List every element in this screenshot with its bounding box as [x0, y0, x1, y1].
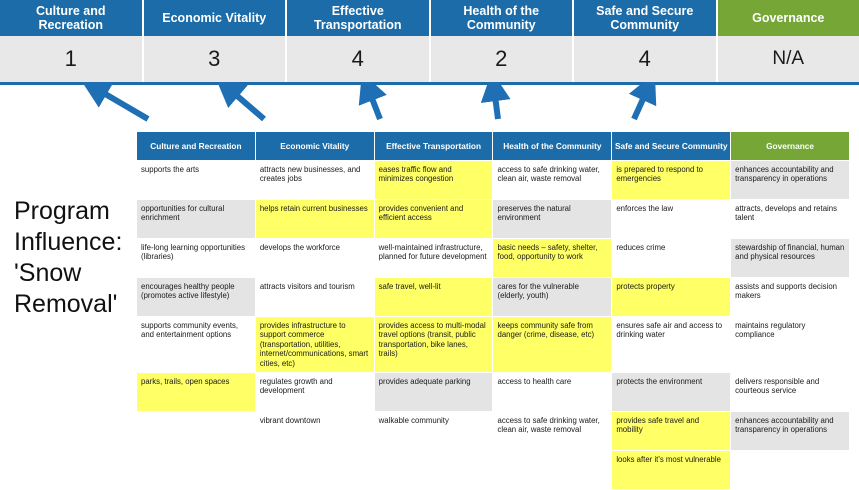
- matrix-cell: parks, trails, open spaces: [137, 373, 256, 412]
- matrix-cell: delivers responsible and courteous service: [731, 373, 850, 412]
- matrix-cell: enhances accountability and transparency in operations: [731, 412, 850, 451]
- matrix-cell: [137, 451, 256, 490]
- matrix-cell: well-maintained infrastructure, planned for future development: [374, 239, 493, 278]
- table-row: [137, 317, 850, 373]
- matrix-cell: attracts, develops and retains talent: [731, 200, 850, 239]
- arrow-icon-culture-and-recreation: [95, 88, 148, 119]
- table-row: [137, 239, 850, 278]
- matrix-header-effective-transportation: Effective Transportation: [374, 132, 493, 161]
- goal-header-economic-vitality: Economic Vitality: [144, 0, 288, 36]
- matrix-cell: encourages healthy people (promotes active lifestyle): [137, 278, 256, 317]
- matrix-cell: access to health care: [493, 373, 612, 412]
- table-row: [137, 200, 850, 239]
- score-governance: N/A: [718, 36, 859, 82]
- matrix-cell: reduces crime: [612, 239, 731, 278]
- caption-line-2: Influence:: [14, 227, 134, 258]
- goal-header-governance: Governance: [718, 0, 859, 36]
- goal-header-culture-and-recreation: Culture and Recreation: [0, 0, 144, 36]
- goal-header-health-of-the-community: Health of the Community: [431, 0, 575, 36]
- influence-matrix: [136, 131, 850, 490]
- matrix-cell: [493, 451, 612, 490]
- arrow-icon-safe-and-secure-community: [634, 88, 648, 119]
- caption-line-1: Program: [14, 196, 134, 227]
- score-effective-transportation: 4: [287, 36, 431, 82]
- matrix-body: [137, 161, 850, 490]
- matrix-cell: provides convenient and efficient access: [374, 200, 493, 239]
- matrix-cell: helps retain current businesses: [255, 200, 374, 239]
- caption-line-3: 'Snow: [14, 258, 134, 289]
- matrix-cell: enforces the law: [612, 200, 731, 239]
- goal-header-safe-and-secure-community: Safe and Secure Community: [574, 0, 718, 36]
- matrix-cell: provides adequate parking: [374, 373, 493, 412]
- goal-header-effective-transportation: Effective Transportation: [287, 0, 431, 36]
- matrix-cell: keeps community safe from danger (crime, disease, etc): [493, 317, 612, 373]
- matrix-cell: preserves the natural environment: [493, 200, 612, 239]
- table-row: [137, 278, 850, 317]
- matrix-cell: attracts visitors and tourism: [255, 278, 374, 317]
- matrix-cell: access to safe drinking water, clean air, waste removal: [493, 161, 612, 200]
- matrix-cell: eases traffic flow and minimizes congestion: [374, 161, 493, 200]
- table-row: [137, 161, 850, 200]
- matrix-cell: [374, 451, 493, 490]
- matrix-cell: safe travel, well-lit: [374, 278, 493, 317]
- matrix-cell: provides infrastructure to support commerce (transportation, utilities, internet/communications, smart cities, etc): [255, 317, 374, 373]
- arrow-group: [0, 82, 859, 132]
- matrix-cell: ensures safe air and access to drinking water: [612, 317, 731, 373]
- matrix-cell: vibrant downtown: [255, 412, 374, 451]
- score-health-of-the-community: 2: [431, 36, 575, 82]
- matrix-cell: stewardship of financial, human and physical resources: [731, 239, 850, 278]
- matrix-cell: walkable community: [374, 412, 493, 451]
- matrix-cell: supports the arts: [137, 161, 256, 200]
- matrix-cell: access to safe drinking water, clean air, waste removal: [493, 412, 612, 451]
- matrix-cell: looks after it's most vulnerable: [612, 451, 731, 490]
- table-row: [137, 451, 850, 490]
- score-economic-vitality: 3: [144, 36, 288, 82]
- matrix-cell: [255, 451, 374, 490]
- matrix-cell: attracts new businesses, and creates jobs: [255, 161, 374, 200]
- matrix-cell: regulates growth and development: [255, 373, 374, 412]
- matrix-cell: basic needs – safety, shelter, food, opportunity to work: [493, 239, 612, 278]
- matrix-cell: protects property: [612, 278, 731, 317]
- score-safe-and-secure-community: 4: [574, 36, 718, 82]
- matrix-header-health-of-the-community: Health of the Community: [493, 132, 612, 161]
- caption-line-4: Removal': [14, 289, 134, 320]
- matrix-cell: cares for the vulnerable (elderly, youth): [493, 278, 612, 317]
- score-culture-and-recreation: 1: [0, 36, 144, 82]
- score-band: [0, 36, 859, 85]
- matrix-cell: provides safe travel and mobility: [612, 412, 731, 451]
- matrix-cell: is prepared to respond to emergencies: [612, 161, 731, 200]
- matrix-cell: provides access to multi-modal travel options (transit, public transportation, bike lanes, trails): [374, 317, 493, 373]
- arrow-icon-health-of-the-community: [494, 88, 498, 119]
- matrix-header-culture-and-recreation: Culture and Recreation: [137, 132, 256, 161]
- matrix-cell: maintains regulatory compliance: [731, 317, 850, 373]
- arrow-icon-effective-transportation: [368, 88, 380, 119]
- matrix-cell: enhances accountability and transparency in operations: [731, 161, 850, 200]
- matrix-header-economic-vitality: Economic Vitality: [255, 132, 374, 161]
- arrow-icon-economic-vitality: [228, 88, 264, 119]
- matrix-cell: assists and supports decision makers: [731, 278, 850, 317]
- matrix-cell: [731, 451, 850, 490]
- table-row: [137, 412, 850, 451]
- table-row: [137, 373, 850, 412]
- matrix-cell: [137, 412, 256, 451]
- matrix-header-safe-and-secure-community: Safe and Secure Community: [612, 132, 731, 161]
- matrix-cell: supports community events, and entertainment options: [137, 317, 256, 373]
- matrix-cell: develops the workforce: [255, 239, 374, 278]
- program-influence-caption: [14, 196, 134, 320]
- matrix-cell: protects the environment: [612, 373, 731, 412]
- matrix-cell: opportunities for cultural enrichment: [137, 200, 256, 239]
- matrix-header-governance: Governance: [731, 132, 850, 161]
- matrix-cell: life-long learning opportunities (libraries): [137, 239, 256, 278]
- matrix-header-row: [137, 132, 850, 161]
- goal-header-band: [0, 0, 859, 36]
